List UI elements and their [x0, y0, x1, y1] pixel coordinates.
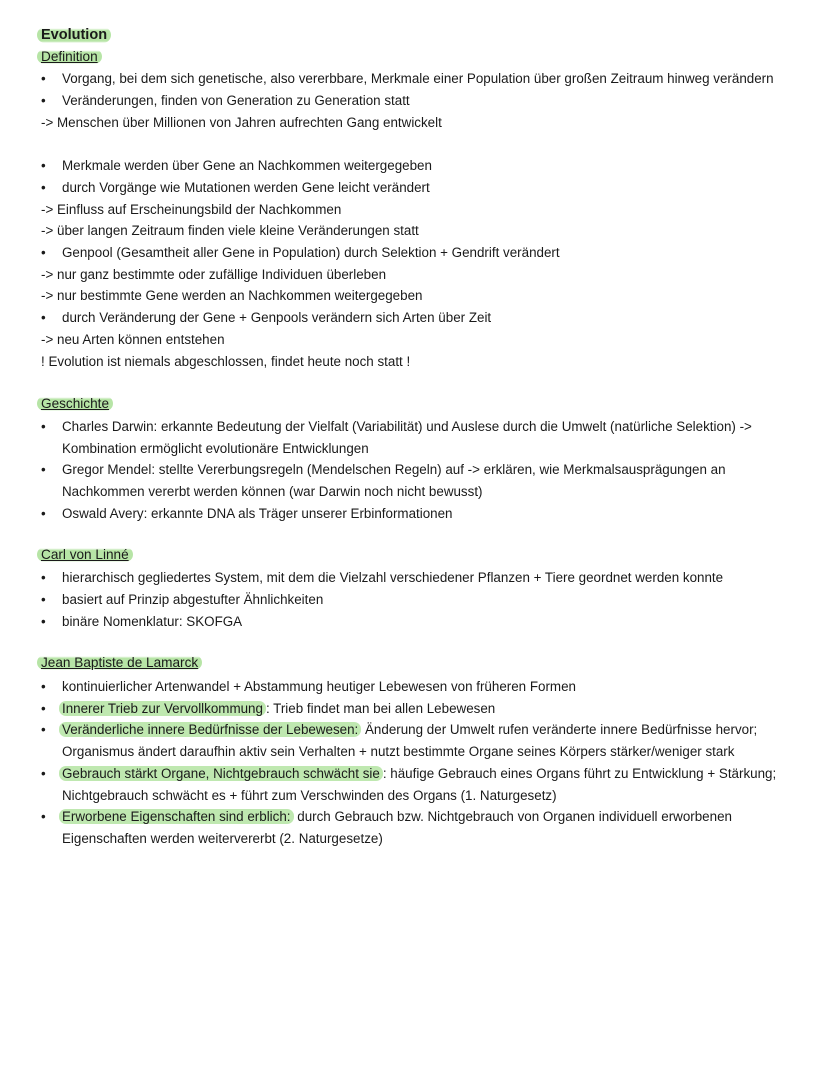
list-item: • Genpool (Gesamtheit aller Gene in Population) durch Selektion + Gendrift verändert [41, 245, 560, 260]
arrow-line: -> Einfluss auf Erscheinungsbild der Nachkommen [41, 202, 342, 217]
list-item: • Gregor Mendel: stellte Vererbungsregeln (Mendelschen Regeln) auf -> erklären, wie Merkmalsausprägungen an Nachkommen vererbt werden können (war Darwin noch nicht bewusst) [41, 462, 726, 499]
list-item: • Oswald Avery: erkannte DNA als Träger unserer Erbinformationen [41, 506, 453, 521]
list-item: • binäre Nomenklatur: SKOFGA [41, 614, 243, 629]
list-item: • Merkmale werden über Gene an Nachkommen weitergegeben [41, 158, 432, 173]
list-item: • Innerer Trieb zur Vervollkommung : Trieb findet man bei allen Lebewesen [41, 701, 496, 716]
list-item: • Gebrauch stärkt Organe, Nichtgebrauch schwächt sie : häufige Gebrauch eines Organs führt zu Entwicklung + Stärkung; Nichtgebrauch schwächt es + führt zum Verschwinden des Organs (1. Naturgesetz) [41, 766, 777, 803]
arrow-line: -> nur ganz bestimmte oder zufällige Individuen überleben [41, 267, 387, 282]
list-item: • hierarchisch gegliedertes System, mit dem die Vielzahl verschiedener Pflanzen + Tiere geordnet werden konnte [41, 570, 724, 585]
list-item: • basiert auf Prinzip abgestufter Ähnlichkeiten [41, 592, 324, 607]
arrow-line: -> nur bestimmte Gene werden an Nachkommen weitergegeben [41, 288, 423, 303]
list-item: • Vorgang, bei dem sich genetische, also vererbbare, Merkmale einer Population über großen Zeitraum hinweg verändern [41, 71, 774, 86]
list-item: • Erworbene Eigenschaften sind erblich: durch Gebrauch bzw. Nichtgebrauch von Organen individuell erworbenen Eigenschaften werden weitervererbt (2. Naturgesetze) [41, 809, 732, 846]
arrow-line: -> neu Arten können entstehen [41, 332, 225, 347]
arrow-line: -> Menschen über Millionen von Jahren aufrechten Gang entwickelt [41, 115, 442, 130]
list-item: • Veränderliche innere Bedürfnisse der Lebewesen: Änderung der Umwelt rufen veränderte innere Bedürfnisse hervor; Organismus ändert daraufhin aktiv sein Verhalten + nutzt bestimmte Organe seines Körpers stärker/weniger stark [41, 722, 758, 759]
list-item: • Veränderungen, finden von Generation zu Generation statt [41, 93, 410, 108]
heading-geschichte: Geschichte [41, 396, 113, 411]
highlighted-term: Gebrauch stärkt Organe, Nichtgebrauch schwächt sie [59, 766, 383, 781]
arrow-line: -> über langen Zeitraum finden viele kleine Veränderungen statt [41, 223, 419, 238]
list-item: • kontinuierlicher Artenwandel + Abstammung heutiger Lebewesen von früheren Formen [41, 679, 576, 694]
heading-definition: Definition [41, 49, 102, 64]
list-item: • durch Vorgänge wie Mutationen werden Gene leicht verändert [41, 180, 430, 195]
highlighted-term: Erworbene Eigenschaften sind erblich: [59, 809, 294, 824]
heading-lamarck: Jean Baptiste de Lamarck [41, 655, 202, 670]
list-item: • Charles Darwin: erkannte Bedeutung der Vielfalt (Variabilität) und Auslese durch die Umwelt (natürliche Selektion) -> Kombination ermöglicht evolutionäre Entwicklungen [41, 419, 752, 456]
note-line: ! Evolution ist niemals abgeschlossen, findet heute noch statt ! [41, 354, 411, 369]
page-title: Evolution [41, 27, 111, 43]
heading-linne: Carl von Linné [41, 547, 133, 562]
list-item: • durch Veränderung der Gene + Genpools verändern sich Arten über Zeit [41, 310, 492, 325]
highlighted-term: Veränderliche innere Bedürfnisse der Lebewesen: [59, 722, 361, 737]
highlighted-term: Innerer Trieb zur Vervollkommung [59, 701, 266, 716]
